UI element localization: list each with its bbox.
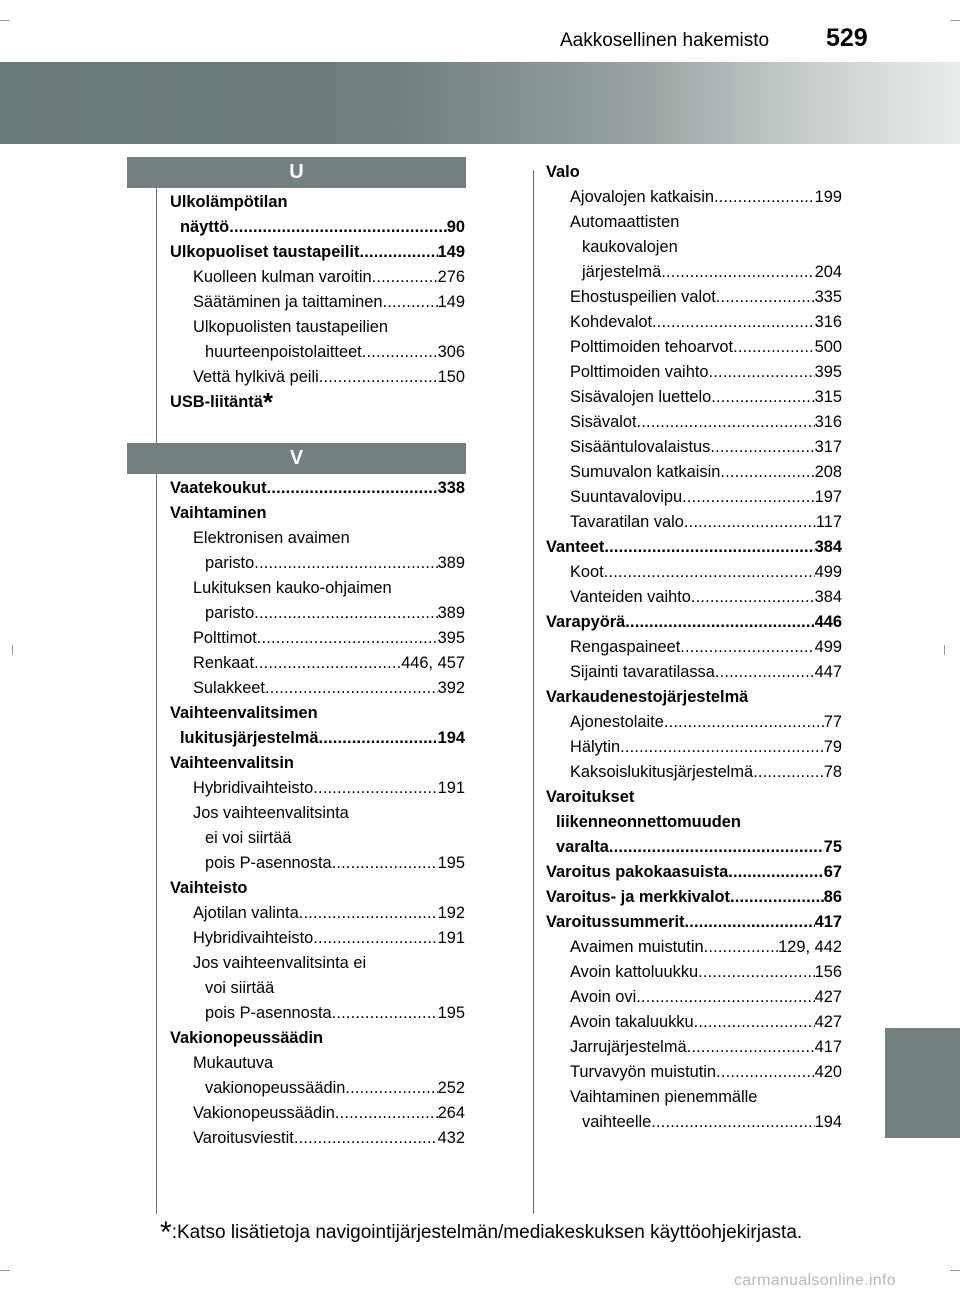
section-header-u: U [127,157,466,188]
entry-term: Vaihtaminen [170,504,267,522]
index-entry [180,215,465,240]
entry-term: Hälytin [570,738,621,756]
entry-page: 389 [437,554,465,572]
index-entry [582,260,842,285]
entry-page: 432 [437,1129,465,1147]
index-entry [570,1060,842,1085]
entry-term: Vettä hylkivä peili [193,368,319,386]
entry-page: 338 [437,479,465,497]
entry-page: 500 [814,338,842,356]
entry-page: 499 [814,563,842,581]
entry-term: USB-liitäntä [170,393,263,411]
entry-term: Vaihtaminen pienemmälle [570,1088,758,1106]
entry-term: voi siirtää [205,979,275,997]
index-entry [546,685,748,710]
index-entry [170,701,318,726]
entry-term: Vaihteenvalitsimen [170,704,318,722]
entry-term: Vanteet [546,538,605,556]
entry-term: Jos vaihteenvalitsinta ei [193,954,367,972]
entry-page: 149 [437,243,465,261]
entry-page: 191 [437,779,465,797]
entry-page: 194 [814,1113,842,1131]
index-entry [180,726,465,751]
index-entry [570,960,842,985]
entry-page: 79 [823,738,842,756]
crop-mark [944,645,945,655]
entry-term: Ulkopuoliset taustapeilit [170,243,360,261]
entry-term: Turvavyön muistutin [570,1063,717,1081]
index-entry [570,560,842,585]
entry-term: Sisävalot [570,413,637,431]
entry-page: 427 [814,988,842,1006]
entry-term: Vaihteisto [170,879,248,897]
footnote-marker: * [262,387,274,417]
entry-term: Avaimen muistutin [570,938,704,956]
entry-page: 446, 457 [401,654,465,672]
entry-page: 194 [437,729,465,747]
entry-term: Kaksoislukitusjärjestelmä [570,763,754,781]
entry-term: Vaatekoukut [170,479,267,497]
column-2-rule [533,170,534,1214]
entry-term: Tavaratilan valo [570,513,684,531]
entry-page: 306 [437,343,465,361]
entry-term: liikenneonnettomuuden [556,813,741,831]
index-entry [546,160,580,185]
entry-page: 78 [823,763,842,781]
entry-page: 204 [814,263,842,281]
entry-page: 195 [437,854,465,872]
entry-term: Polttimoiden tehoarvot [570,338,734,356]
entry-term: Ulkopuolisten taustapeilien [193,318,388,336]
index-entry [570,360,842,385]
entry-page: 446 [814,613,842,631]
entry-term: vakionopeussäädin [205,1079,346,1097]
entry-term: Vanteiden vaihto [570,588,691,606]
entry-term: Elektronisen avaimen [193,529,350,547]
entry-page: 392 [437,679,465,697]
index-entry [170,751,294,776]
index-entry [170,190,287,215]
crop-mark [0,1270,10,1271]
index-entry [193,290,465,315]
entry-page: 417 [814,913,842,931]
index-entry [170,240,465,265]
index-entry [570,460,842,485]
index-entry [570,310,842,335]
index-entry [170,876,247,901]
index-entry [193,576,392,601]
entry-term: Ehostuspeilien valot [570,288,716,306]
index-entry [193,776,465,801]
footnote-star: * [160,1216,172,1249]
index-entry [193,626,465,651]
entry-term: Ajotilan valinta [193,904,299,922]
index-entry [570,185,842,210]
crop-mark [950,1270,960,1271]
entry-page: 384 [814,538,842,556]
entry-page: 395 [814,363,842,381]
index-entry [205,1076,465,1101]
entry-page: 75 [823,838,842,856]
entry-page: 156 [814,963,842,981]
entry-page: 316 [814,413,842,431]
index-entry [193,365,465,390]
entry-page: 149 [437,293,465,311]
index-entry [570,485,842,510]
entry-page: 86 [823,888,842,906]
index-entry [570,985,842,1010]
entry-page: 195 [437,1004,465,1022]
entry-page: 417 [814,1038,842,1056]
entry-page: 499 [814,638,842,656]
index-entry [570,1085,757,1110]
entry-page: 335 [814,288,842,306]
crop-mark [0,20,10,21]
entry-term: Varoitus- ja merkkivalot [546,888,731,906]
index-entry [205,851,465,876]
entry-term: Hybridivaihteisto [193,929,314,947]
index-entry [170,1026,323,1051]
index-entry [193,1051,273,1076]
entry-term: Jos vaihteenvalitsinta [193,804,349,822]
index-entry [205,826,292,851]
entry-term: Varoitussummerit [546,913,685,931]
index-entry [570,510,842,535]
index-entry [570,435,842,460]
index-entry [570,585,842,610]
index-entry [546,885,842,910]
entry-term: Säätäminen ja taittaminen [193,293,383,311]
column-1-rule [156,185,157,1214]
entry-term: Hybridivaihteisto [193,779,314,797]
index-entry [570,385,842,410]
index-entry [570,735,842,760]
entry-term: paristo [205,554,255,572]
entry-page: 252 [437,1079,465,1097]
entry-term: lukitusjärjestelmä [180,729,319,747]
entry-page: 389 [437,604,465,622]
entry-term: ei voi siirtää [205,829,292,847]
entry-term: Automaattisten [570,213,680,231]
entry-page: 117 [815,513,842,531]
entry-term: paristo [205,604,255,622]
index-entry [546,610,842,635]
entry-page: 276 [437,268,465,286]
entry-term: Jarrujärjestelmä [570,1038,687,1056]
entry-term: Avoin takaluukku [570,1013,694,1031]
entry-term: Varapyörä [546,613,626,631]
entry-page: 264 [437,1104,465,1122]
index-entry [546,535,842,560]
index-entry [205,340,465,365]
section-header-v: V [127,443,466,474]
entry-term: pois P-asennosta [205,854,332,872]
index-entry [570,635,842,660]
entry-term: Valo [546,163,580,181]
entry-page: 150 [437,368,465,386]
crop-mark [950,20,960,21]
index-entry [193,901,465,926]
index-entry [570,760,842,785]
entry-term: näyttö [180,218,230,236]
index-entry [193,315,388,340]
entry-page: 427 [814,1013,842,1031]
entry-page: 384 [814,588,842,606]
entry-term: Sumuvalon katkaisin [570,463,721,481]
index-entry [205,1001,465,1026]
entry-term: Sisääntulovalaistus [570,438,711,456]
index-entry [570,660,842,685]
entry-term: Varoitus pakokaasuista [546,863,729,881]
index-entry [193,651,465,676]
entry-term: Vakionopeussäädin [170,1029,324,1047]
entry-term: Ulkolämpötilan [170,193,288,211]
entry-page: 197 [814,488,842,506]
entry-term: Kohdevalot [570,313,653,331]
entry-page: 316 [814,313,842,331]
entry-page: 315 [814,388,842,406]
entry-term: Varoitusviestit [193,1129,294,1147]
index-entry [546,860,842,885]
entry-term: Sulakkeet [193,679,265,697]
index-entry [193,265,465,290]
entry-term: Suuntavalovipu [570,488,683,506]
entry-term: Kuolleen kulman varoitin [193,268,372,286]
index-entry [546,910,842,935]
index-entry [546,785,634,810]
crop-mark [12,645,13,655]
entry-term: kaukovalojen [582,238,678,256]
entry-term: Ajovalojen katkaisin [570,188,714,206]
index-entry [570,410,842,435]
entry-term: Renkaat [193,654,255,672]
entry-term: Avoin ovi [570,988,637,1006]
index-entry [570,1035,842,1060]
header-band [0,62,960,144]
index-entry [193,801,349,826]
index-entry [570,210,679,235]
entry-page: 67 [823,863,842,881]
index-entry [556,835,842,860]
index-entry [205,601,465,626]
entry-page: 90 [446,218,465,236]
index-entry [170,501,267,526]
entry-page: 129, 442 [778,938,842,956]
index-entry [582,235,678,260]
entry-term: Sijainti tavaratilassa [570,663,715,681]
entry-term: Ajonestolaite [570,713,664,731]
entry-term: Varkaudenestojärjestelmä [546,688,749,706]
entry-term: huurteenpoistolaitteet [205,343,362,361]
footnote [160,1216,803,1249]
entry-term: vaihteelle [582,1113,652,1131]
index-entry [570,335,842,360]
index-entry [193,1101,465,1126]
index-entry [570,710,842,735]
index-entry [205,551,465,576]
entry-term: Rengaspaineet [570,638,681,656]
index-entry [570,1010,842,1035]
footnote-text: :Katso lisätietoja navigointijärjestelmän/mediakeskuksen käyttöohjekirjasta. [171,1222,803,1243]
entry-page: 208 [814,463,842,481]
entry-term: Lukituksen kauko-ohjaimen [193,579,392,597]
index-entry [193,951,366,976]
entry-page: 447 [814,663,842,681]
entry-page: 395 [437,629,465,647]
page-number: 529 [826,24,868,52]
index-entry [570,935,842,960]
index-entry [193,1126,465,1151]
index-entry [570,285,842,310]
index-entry [170,387,274,417]
entry-term: pois P-asennosta [205,1004,332,1022]
entry-term: Vaihteenvalitsin [170,754,294,772]
chapter-tab [885,1028,960,1138]
entry-page: 192 [437,904,465,922]
watermark: carmanualsonline.info [734,1272,896,1289]
running-header-title: Aakkosellinen hakemisto [560,30,770,51]
index-entry [582,1110,842,1135]
entry-page: 191 [437,929,465,947]
index-entry [556,810,741,835]
index-entry [193,676,465,701]
entry-term: Avoin kattoluukku [570,963,699,981]
index-entry [193,926,465,951]
entry-page: 420 [814,1063,842,1081]
entry-page: 317 [814,438,842,456]
index-entry [205,976,274,1001]
index-entry [170,476,465,501]
entry-page: 199 [814,188,842,206]
entry-term: Polttimot [193,629,257,647]
entry-term: Polttimoiden vaihto [570,363,709,381]
entry-term: Varoitukset [546,788,635,806]
entry-term: Sisävalojen luettelo [570,388,712,406]
entry-term: järjestelmä [582,263,662,281]
index-entry [193,526,350,551]
entry-term: Mukautuva [193,1054,274,1072]
entry-page: 77 [823,713,842,731]
entry-term: Vakionopeussäädin [193,1104,335,1122]
entry-term: Koot [570,563,604,581]
entry-term: varalta [556,838,609,856]
